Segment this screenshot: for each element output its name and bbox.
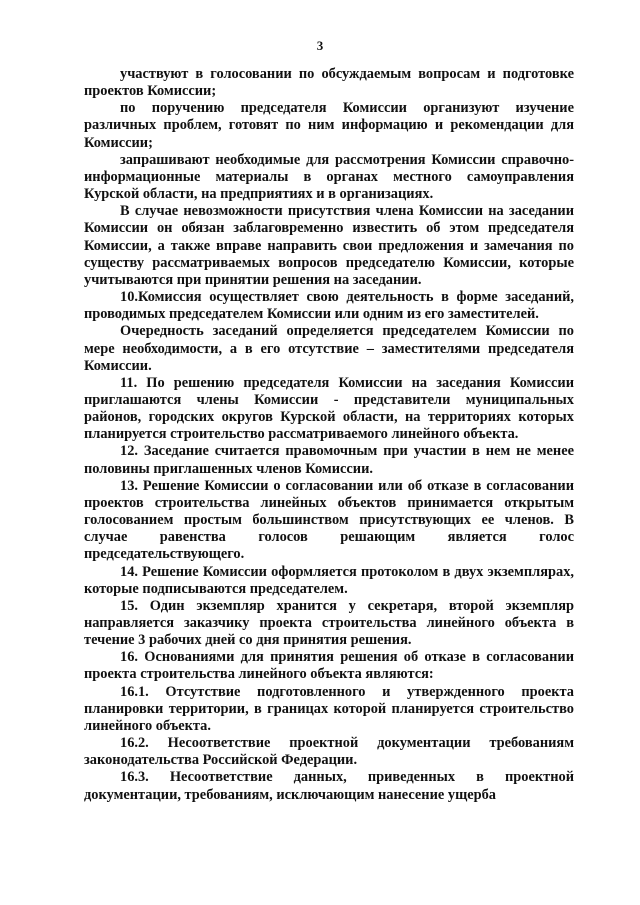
paragraph: 11. По решению председателя Комиссии на заседания Комиссии приглашаются члены Комиссии - представители муниципальных районов, городских округов Курской области, на территориях которых планируется строительство рассматриваемого линейного объекта. bbox=[84, 374, 574, 443]
paragraph: по поручению председателя Комиссии организуют изучение различных проблем, готовят по ним информацию и рекомендации для Комиссии; bbox=[84, 100, 574, 151]
paragraph: 13. Решение Комиссии о согласовании или об отказе в согласовании проектов строительства линейных объектов принимается открытым голосованием простым большинством присутствующих ее членов. В случае равенства голосов решающим является голос председательствующего. bbox=[84, 477, 574, 563]
paragraph: 14. Решение Комиссии оформляется протоколом в двух экземплярах, которые подписываются председателем. bbox=[84, 563, 574, 597]
paragraph: запрашивают необходимые для рассмотрения Комиссии справочно-информационные материалы в органах местного самоуправления Курской области, на предприятиях и в организациях. bbox=[84, 151, 574, 203]
paragraph: 12. Заседание считается правомочным при участии в нем не менее половины приглашенных членов Комиссии. bbox=[84, 443, 574, 477]
paragraph: 16.3. Несоответствие данных, приведенных в проектной документации, требованиям, исключающим нанесение ущерба bbox=[84, 769, 574, 803]
paragraph: Очередность заседаний определяется председателем Комиссии по мере необходимости, а в его отсутствие – заместителями председателя Комиссии. bbox=[84, 323, 574, 374]
paragraph: 15. Один экземпляр хранится у секретаря, второй экземпляр направляется заказчику проекта строительства линейного объекта в течение 3 рабочих дней со дня принятия решения. bbox=[84, 597, 574, 649]
paragraph: участвуют в голосовании по обсуждаемым вопросам и подготовке проектов Комиссии; bbox=[84, 66, 574, 100]
paragraph: 16.1. Отсутствие подготовленного и утвержденного проекта планировки территории, в границах которой планируется строительство линейного объекта. bbox=[84, 683, 574, 734]
paragraph: 16. Основаниями для принятия решения об отказе в согласовании проекта строительства линейного объекта являются: bbox=[84, 649, 574, 683]
paragraph: В случае невозможности присутствия члена Комиссии на заседании Комиссии он обязан заблаговременно известить об этом председателя Комиссии, а также вправе направить свои предложения и замечания по существу рассматриваемых вопросов председателю Комиссии, которые учитываются при принятии решения на заседании. bbox=[84, 203, 574, 288]
page-number: 3 bbox=[316, 38, 324, 53]
paragraph: 16.2. Несоответствие проектной документации требованиям законодательства Российской Федерации. bbox=[84, 735, 574, 769]
document-body bbox=[84, 66, 574, 804]
paragraph: 10.Комиссия осуществляет свою деятельность в форме заседаний, проводимых председателем Комиссии или одним из его заместителей. bbox=[84, 289, 574, 323]
